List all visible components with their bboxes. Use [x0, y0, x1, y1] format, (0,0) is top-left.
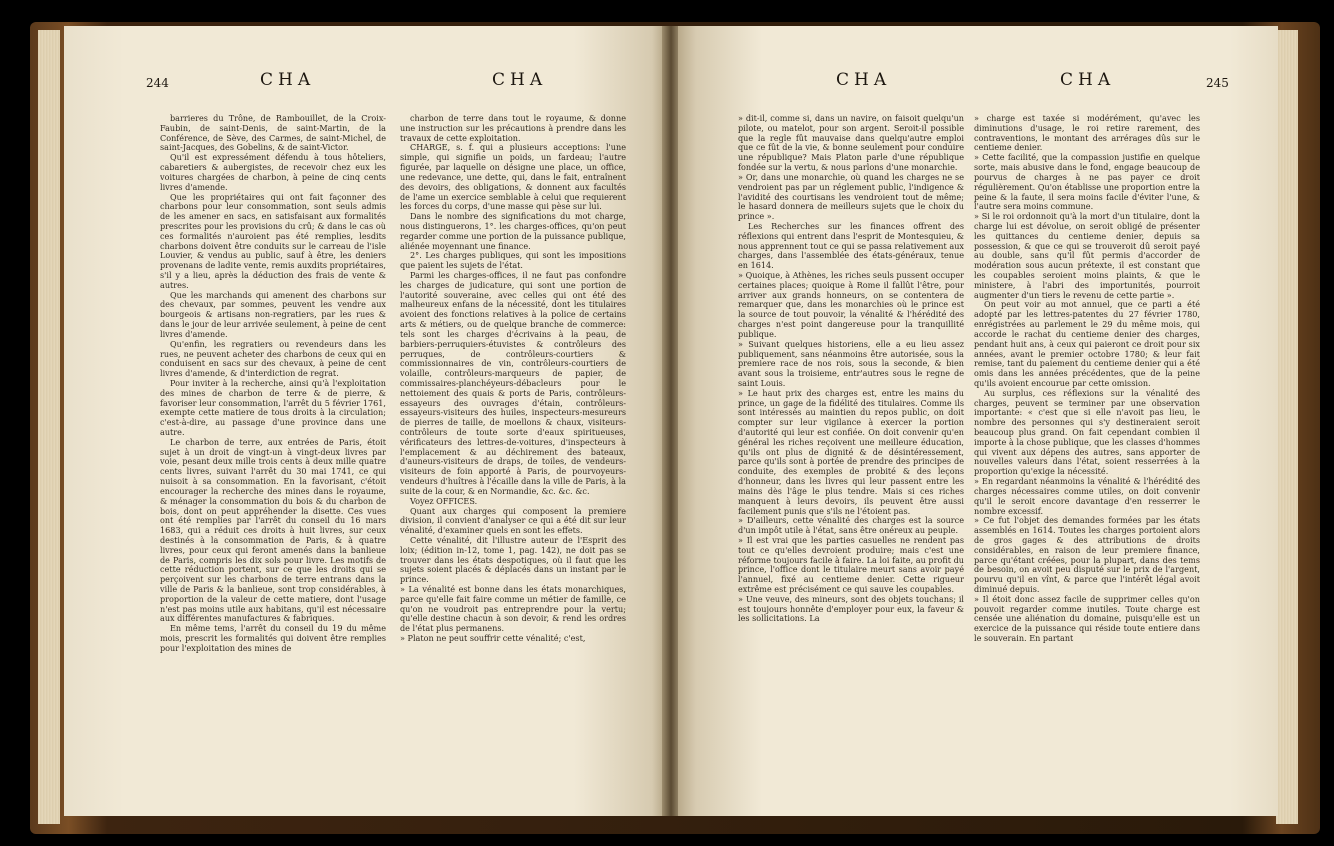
right-header-right: CHA [1060, 70, 1116, 90]
paragraph: » dit-il, comme si, dans un navire, on faisoit quelqu'un pilote, ou matelot, pour son argent. Seroit-il possible que la regle fût mauvaise dans quelqu'autre emploi que ce fût de la vie, & bonne seulement pour conduire une république? Mais Platon parle d'une république fondée sur la vertu, & nous parlons d'une monarchie. [738, 114, 964, 173]
paragraph: Cette vénalité, dit l'illustre auteur de l'Esprit des loix; (édition in-12, tome 1, pag. 142), ne doit pas se trouver dans les états despotiques, où il faut que les sujets soient placés & déplacés dans un instant par le prince. [400, 534, 626, 585]
right-page-number: 245 [1206, 76, 1229, 90]
left-header-left: CHA [260, 70, 316, 90]
paragraph: Au surplus, ces réflexions sur la vénalité des charges, peuvent se terminer par une observation importante: « c'est que si elle n'avoit pas lieu, le nombre des personnes qui s'y destineraient seroit beaucoup plus grand. On fait cependant combien il importe à la chose publique, que les classes d'hommes qui vivent aux dépens des autres, sans apporter de nouvelles valeurs dans l'état, soient resserrées à la proportion qu'exige la nécessité. [974, 387, 1200, 477]
paragraph: On peut voir au mot annuel, que ce parti a été adopté par les lettres-patentes du 27 février 1780, enrégistrées au parlement le 29 du même mois, qui accorde le rachat du centieme denier des charges, pendant huit ans, à ceux qui paieront ce droit pour six années, avant le premier octobre 1780; & leur fait remise, tant du paiement du centieme denier qui a été omis dans les années précédentes, que de la peine qu'ils avoient encourue par cette omission. [974, 299, 1200, 388]
paragraph: Pour inviter à la recherche, ainsi qu'à l'exploitation des mines de charbon de terre & de pierre, & favoriser leur consommation, l'arrêt du 5 février 1761, exempte cette matiere de tous droits à la circulation; c'est-à-dire, au passage d'une province dans une autre. [160, 377, 386, 437]
paragraph: Parmi les charges-offices, il ne faut pas confondre les charges de judicature, qui sont une portion de l'autorité souveraine, avec celles qui ont été des malheureux enfans de la nécessité, dont les titulaires avoient des fonctions relatives à la police de certains arts & métiers, ou de quelque branche de commerce: tels sont les charges d'écrivains à la peau, de barbiers-perruquiers-étuvistes & contrôleurs des perruques, de contrôleurs-courtiers & commissionnaires de vin, contrôleurs-courtiers de volaille, contrôleurs-marqueurs de papier, de commissaires-planchéyeurs-débacleurs pour le nettoiement des quais & ports de Paris, contrôleurs-essayeurs des ouvrages d'étain, contrôleurs-essayeurs-visiteurs des huiles, inspecteurs-mesureurs de pierres de taille, de moellons & chaux, visiteurs-contrôleurs de toute sorte d'eaux spiritueuses, vérificateurs des lettres-de-voitures, d'inspecteurs à l'emplacement & au déchirement des bateaux, d'auneurs-visiteurs de draps, de toiles, de vendeurs-visiteurs de foin apporté à Paris, de pourvoyeurs-vendeurs d'huîtres à l'écaille dans la ville de Paris, à la suite de la cour, & en Normandie, &c. &c. &c. [400, 270, 626, 496]
paragraph: » Le haut prix des charges est, entre les mains du prince, un gage de la fidélité des titulaires. Comme ils sont intéressés au maintien du repos public, on doit compter sur leur vigilance à exercer la portion d'autorité qui leur est confiée. On doit convenir qu'en général les riches reçoivent une meilleure éducation, qu'ils ont plus de dignité & de désintéressement, parce qu'ils sont à portée de prendre des principes de conduite, des exemples de probité & des leçons d'honneur, dans les livres qui leur passent entre les mains dès l'âge le plus tendre. Mais si ces riches manquent à leurs devoirs, ils peuvent être aussi facilement punis que s'ils ne l'étoient pas. [738, 387, 964, 516]
right-header-left: CHA [836, 70, 892, 90]
paragraph: barrieres du Trône, de Rambouillet, de la Croix-Faubin, de saint-Denis, de saint-Martin, de la Conférence, de Sève, des Carmes, de saint-Michel, de saint-Jacques, des Gobelins, & de saint-Victor. [160, 114, 386, 153]
paragraph: » Or, dans une monarchie, où quand les charges ne se vendroient pas par un réglement public, l'indigence & l'avidité des courtisans les vendroient tout de même; le hasard donnera de meilleurs sujets que le choix du prince ». [738, 171, 964, 222]
paragraph: Dans le nombre des significations du mot charge, nous distinguerons, 1°. les charges-offices, qu'on peut regarder comme une portion de la puissance publique, aliénée moyennant une finance. [400, 211, 626, 251]
paragraph: » Il étoit donc assez facile de supprimer celles qu'on pouvoit regarder comme inutiles. Toute charge est censée une aliénation du domaine, puisqu'elle est un exercice de la puissance qui réside toute entiere dans le souverain. En partant [974, 593, 1200, 644]
paragraph: 2°. Les charges publiques, qui sont les impositions que paient les sujets de l'état. [400, 250, 626, 271]
paragraph: » Platon ne peut souffrir cette vénalité; c'est, [400, 633, 586, 644]
paragraph: Quant aux charges qui composent la premiere division, il convient d'analyser ce qui a été dit sur leur vénalité, d'examiner quels en sont les effets. [400, 505, 626, 536]
left-column-1 [160, 114, 386, 814]
paragraph: » Une veuve, des mineurs, sont des objets touchans; il est toujours honnête d'employer pour eux, la faveur & les sollicitations. La [738, 593, 964, 624]
page-edges-right [1276, 30, 1298, 824]
paragraph: Qu'il est expressément défendu à tous hôteliers, cabaretiers & aubergistes, de recevoir chez eux les voitures chargées de charbon, à peine de cinq cents livres d'amende. [160, 152, 386, 192]
right-page [678, 26, 1278, 816]
paragraph: CHARGE, s. f. qui a plusieurs acceptions: l'une simple, qui signifie un poids, un fardeau; l'autre figurée, par laquelle on désigne une place, un office, une redevance, une dette, qui, dans le fait, entraînent des devoirs, des obligations, & donnent aux facultés de l'ame un exercice semblable à celui que requierent les forces du corps, d'une masse qui pèse sur lui. [400, 142, 626, 212]
left-page [64, 26, 664, 816]
left-header-right: CHA [492, 70, 548, 90]
paragraph: Voyez OFFICES. [410, 495, 478, 506]
paragraph: » charge est taxée si modérément, qu'avec les diminutions d'usage, le roi retire rarement, des contraventions, le montant des arrérages dûs sur le centieme denier. [974, 114, 1200, 153]
paragraph: » Quoique, à Athènes, les riches seuls pussent occuper certaines places; quoique à Rome il fallût l'être, pour arriver aux grands honneurs, on se contentera de remarquer que, dans les monarchies où le prince est la source de tout pouvoir, la vénalité & l'hérédité des charges n'est point dangereuse pour la tranquillité publique. [738, 270, 964, 339]
left-page-number: 244 [146, 76, 169, 90]
paragraph: charbon de terre dans tout le royaume, & donne une instruction sur les précautions à prendre dans les travaux de cette exploitation. [400, 114, 626, 143]
paragraph: » Ce fut l'objet des demandes formées par les états assemblés en 1614. Toutes les charges portoient alors de gros gages & des attributions de droits considérables, en raison de leur premiere finance, parce qu'étant créées, pour la plupart, dans des tems de besoin, on avoit peu disputé sur le prix de l'argent, pourvu qu'il en vînt, & parce que l'intérêt légal avoit diminué depuis. [974, 515, 1200, 594]
paragraph: » En regardant néanmoins la vénalité & l'hérédité des charges nécessaires comme utiles, on doit convenir qu'il le seroit encore davantage d'en resserrer le nombre excessif. [974, 476, 1200, 516]
paragraph: Que les marchands qui amenent des charbons sur des chevaux, par sommes, peuvent les vendre aux bourgeois & artisans non-regratiers, par les rues & dans le jour de leur arrivée seulement, à peine de cent livres d'amende. [160, 289, 386, 339]
paragraph: » Suivant quelques historiens, elle a eu lieu assez publiquement, sans néanmoins être autorisée, sous la premiere race de nos rois, sous la seconde, & bien avant sous la troisieme, entr'autres sous le regne de saint Louis. [738, 338, 964, 388]
paragraph: Qu'enfin, les regratiers ou revendeurs dans les rues, ne peuvent acheter des charbons de ceux qui en conduisent en sacs sur des chevaux, à peine de cent livres d'amende, & d'interdiction de regrat. [160, 338, 386, 379]
paragraph: En même tems, l'arrêt du conseil du 19 du même mois, prescrit les formalités qui doivent être remplies pour l'exploitation des mines de [160, 623, 386, 653]
page-edges-left [38, 30, 60, 824]
paragraph: Le charbon de terre, aux entrées de Paris, étoit sujet à un droit de vingt-un à vingt-deux livres par voie, pesant deux mille trois cents à deux mille quatre cents livres, suivant l'arrêt du 30 mai 1741, ce qui nuisoit à sa consommation. En la favorisant, c'étoit encourager la recherche des mines dans le royaume, & ménager la consommation du bois & du charbon de bois, dont on peut appréhender la disette. Ces vues ont été remplies par l'arrêt du conseil du 16 mars 1683, qui a réduit ces droits à huit livres, sur ceux destinés à la consommation de Paris, & à quatre livres, pour ceux qui feront amenés dans la banlieue de Paris, compris les dix sols pour livre. Les motifs de cette réduction portent, sur ce que les droits qui se perçoivent sur les charbons de terre entrans dans la ville de Paris & la banlieue, sont trop considérables, à proportion de la valeur de cette matiere, dont l'usage n'est pas moins utile aux habitans, qu'il est nécessaire aux différentes manufactures & fabriques. [160, 436, 386, 624]
paragraph: » Cette facilité, que la compassion justifie en quelque sorte, mais abusive dans le fond, engage beaucoup de pourvus de charges à ne pas payer ce droit régulièrement. Qu'on établisse une proportion entre la peine & la faute, il sera moins facile d'éviter l'une, & l'autre sera moins commune. [974, 152, 1200, 212]
paragraph: » La vénalité est bonne dans les états monarchiques, parce qu'elle fait faire comme un métier de famille, ce qu'on ne voudroit pas entreprendre pour la vertu; qu'elle destine chacun à son devoir, & rend les ordres de l'état plus permanens. [400, 584, 626, 634]
right-column-1 [738, 114, 964, 814]
left-column-2 [400, 114, 626, 814]
paragraph: Les Recherches sur les finances offrent des réflexions qui entrent dans l'esprit de Montesquieu, & nous apprennent tout ce qui se passa relativement aux charges, dans l'assemblée des états-généraux, tenue en 1614. [738, 220, 964, 271]
right-column-2 [974, 114, 1200, 814]
paragraph: Que les propriétaires qui ont fait façonner des charbons pour leur consommation, sont seuls admis de les amener en sacs, en satisfaisant aux formalités prescrites pour les provisions du crû; & dans le cas où ces formalités n'auroient pas été remplies, lesdits charbons doivent être conduits sur le carreau de l'isle Louvier, & vendus au public, sauf à être, les deniers provenans de ladite vente, remis auxdits propriétaires, s'il y a lieu, après la déduction des frais de vente & autres. [160, 191, 386, 290]
paragraph: » D'ailleurs, cette vénalité des charges est la source d'un impôt utile à l'état, sans être onéreux au peuple. [738, 515, 964, 536]
paragraph: » Si le roi ordonnoit qu'à la mort d'un titulaire, dont la charge lui est dévolue, on seroit obligé de présenter les quittances du centieme denier, depuis sa possession, & que ce qui se trouveroit dû seroit payé au double, sans qu'il fût permis d'accorder de modération sous aucun prétexte, il est constant que les coupables seroient moins plaints, & que le ministere, à l'abri des importunités, pourroit augmenter d'un tiers le revenu de cette partie ». [974, 211, 1200, 300]
paragraph: » Il est vrai que les parties casuelles ne rendent pas tout ce qu'elles devroient produire; mais c'est une réforme toujours facile à faire. La loi faite, au profit du prince, l'office dont le titulaire meurt sans avoir payé l'annuel, fixé au centieme denier. Cette rigueur extrême est précisément ce qui sauve les coupables. [738, 534, 964, 594]
